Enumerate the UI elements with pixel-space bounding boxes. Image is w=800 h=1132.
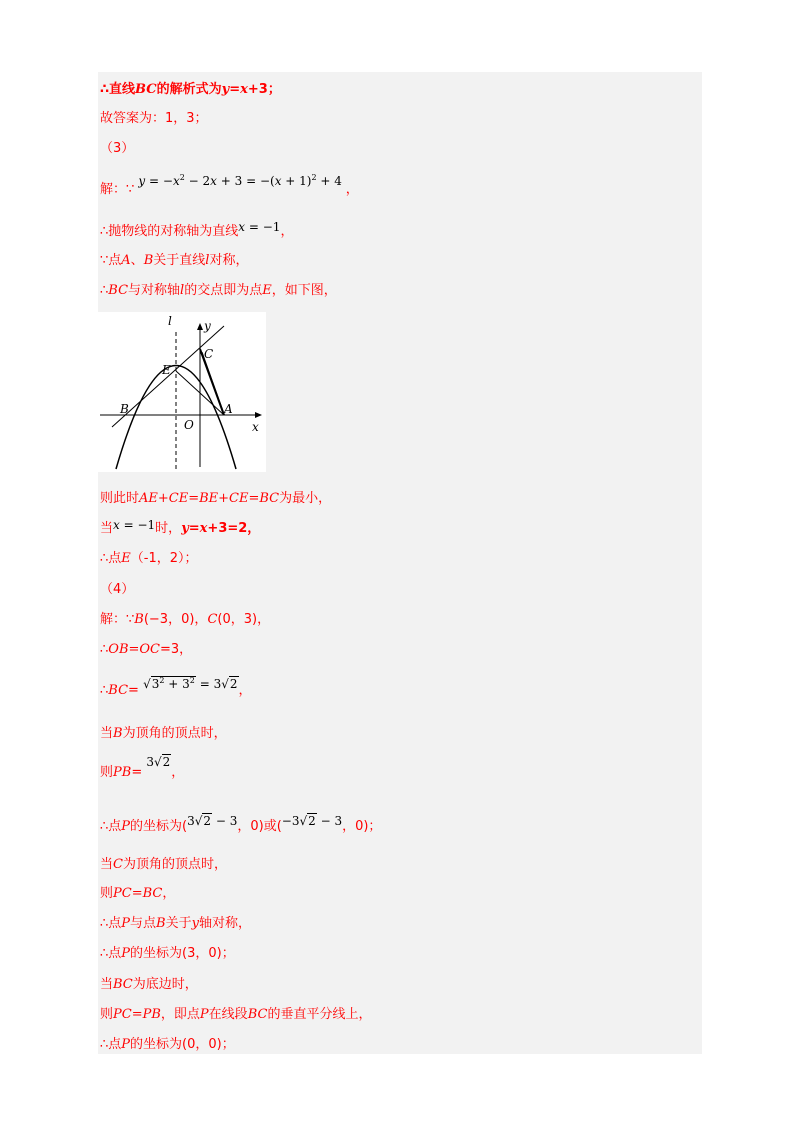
- line-19: 则PC=BC，: [100, 886, 176, 901]
- label-y: y: [204, 319, 211, 333]
- formula-x-eq: x = −1: [113, 518, 156, 532]
- label-l: l: [168, 314, 172, 328]
- line-8: 则此时AE+CE=BE+CE=BC为最小，: [100, 491, 332, 506]
- line-18: 当C为顶角的顶点时，: [100, 857, 227, 872]
- line-7: ∴BC与对称轴l的交点即为点E，如下图，: [100, 283, 337, 298]
- x-axis-arrow: [255, 412, 262, 418]
- line-14: ∴BC= $√3^2 + 3^2 = 3√2$，: [100, 676, 252, 698]
- line-22: 当BC为底边时，: [100, 977, 198, 992]
- formula-axis: x = −1: [238, 220, 281, 234]
- label-e: E: [162, 363, 171, 377]
- line-23: 则PC=PB，即点P在线段BC的垂直平分线上，: [100, 1007, 372, 1022]
- line-21: ∴点P的坐标为(3，0)；: [100, 946, 235, 961]
- line-24: ∴点P的坐标为(0，0)；: [100, 1037, 235, 1052]
- label-b: B: [120, 402, 129, 416]
- line-20: ∴点P与点B关于y轴对称，: [100, 916, 251, 931]
- line-2: 故答案为：1，3；: [100, 111, 208, 126]
- label-o: O: [184, 418, 194, 432]
- line-17: ∴点P的坐标为(3√2 − 3，0)或(−3√2 − 3，0)；: [100, 814, 382, 834]
- line-10: ∴点E（‐1，2）；: [100, 551, 198, 566]
- line-12: 解：∵B(−3，0)，C(0，3)，: [100, 612, 271, 627]
- formula-vertex-form: $y = -x^2 - 2x + 3 = -(x + 1)^2 + 4$: [138, 173, 346, 188]
- y-axis-arrow: [197, 323, 203, 330]
- line-1: ∴直线BC的解析式为y=x+3；: [100, 82, 281, 97]
- formula-pb: 3√2: [146, 755, 171, 769]
- label-c: C: [204, 347, 214, 361]
- line-3: （3）: [100, 141, 135, 156]
- line-15: 当B为顶角的顶点时，: [100, 726, 227, 741]
- line-9: 当x = −1时，y=x+3=2，: [100, 518, 261, 536]
- label-x: x: [252, 420, 259, 434]
- line-5: ∴抛物线的对称轴为直线x = −1，: [100, 220, 294, 239]
- formula-p1: 3√2 − 3: [187, 814, 238, 828]
- label-a: A: [224, 402, 233, 416]
- line-11: （4）: [100, 582, 135, 597]
- parabola-figure: [98, 312, 266, 472]
- formula-bc-length: $√3^2 + 3^2 = 3√2$: [143, 676, 238, 691]
- figure-svg: [98, 312, 266, 472]
- line-4: 解：∵ $y = -x^2 - 2x + 3 = -(x + 1)^2 + 4$ ，: [100, 173, 359, 197]
- line-6: ∵点A、B关于直线l对称，: [100, 253, 249, 268]
- line-16: 则PB= 3√2，: [100, 755, 185, 780]
- line-13: ∴OB=OC=3，: [100, 642, 193, 657]
- formula-p2: −3√2 − 3: [281, 814, 343, 828]
